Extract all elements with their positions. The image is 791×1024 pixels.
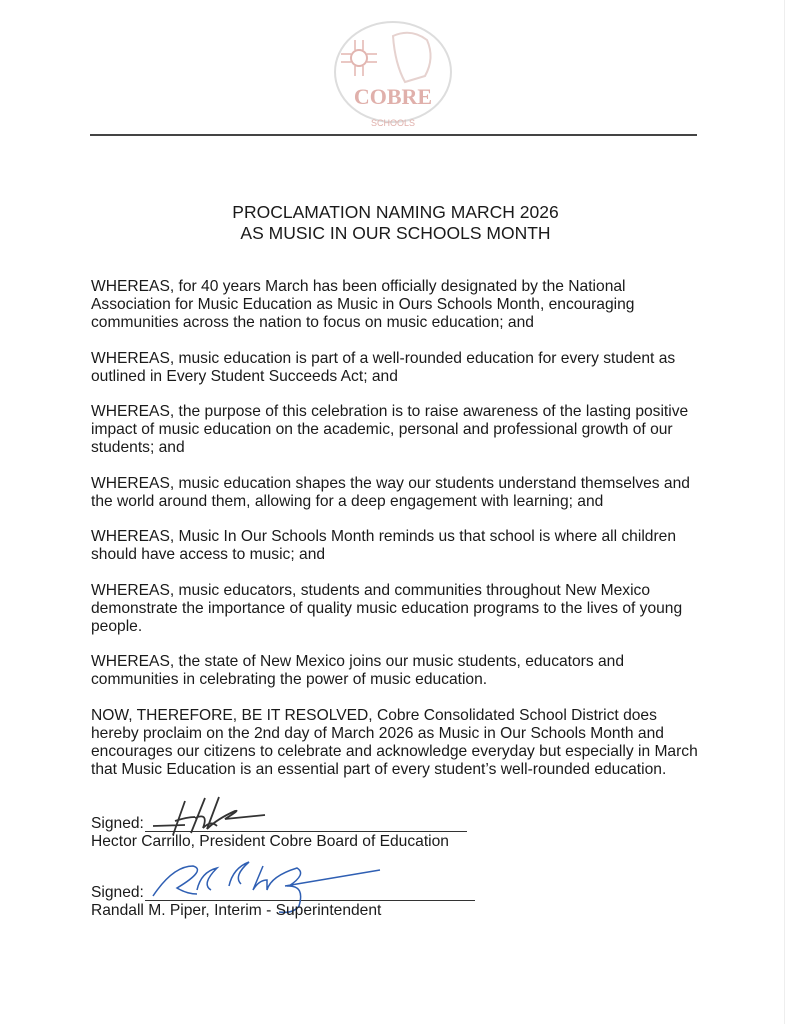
paragraph-line: communities across the nation to focus on music education; and [91, 314, 534, 331]
paragraph-line: WHEREAS, the purpose of this celebration is to raise awareness of the lasting positive [91, 403, 689, 420]
paragraph-line: hereby proclaim on the 2nd day of March 2026 as Music in Our Schools Month and [91, 724, 664, 742]
logo-subtext: SCHOOLS [370, 118, 416, 128]
paragraph-line: should have access to music; and [91, 546, 326, 563]
signer-name: Randall M. Piper, Interim - Superintendent [91, 902, 382, 919]
paragraph-line: WHEREAS, the state of New Mexico joins our music students, educators and [91, 653, 625, 670]
title-line-2: AS MUSIC IN OUR SCHOOLS MONTH [240, 223, 551, 243]
paragraph-line: Association for Music Education as Music in Ours Schools Month, encouraging [91, 296, 635, 313]
signed-label: Signed: [91, 815, 144, 832]
title-line-1: PROCLAMATION NAMING MARCH 2026 [232, 202, 559, 222]
paragraph-line: communities in celebrating the power of music education. [91, 671, 488, 688]
signer-name: Hector Carrillo, President Cobre Board of Education [91, 833, 449, 850]
signature-hector [145, 793, 275, 838]
signature-block-2 [91, 884, 381, 920]
paragraph-line: people. [91, 617, 143, 635]
paragraph-line: demonstrate the importance of quality music education programs to the lives of young [91, 599, 683, 617]
whereas-paragraph [91, 403, 731, 457]
logo-text: COBRE [353, 84, 433, 109]
paragraph-line: WHEREAS, for 40 years March has been officially designated by the National [91, 278, 626, 295]
header-rule [90, 134, 697, 136]
paragraph-line: WHEREAS, music education shapes the way our students understand themselves and [91, 474, 690, 492]
whereas-paragraph [91, 582, 731, 636]
page-title [0, 202, 791, 244]
paragraph-line: WHEREAS, music educators, students and communities throughout New Mexico [91, 581, 651, 599]
whereas-paragraph [91, 653, 731, 689]
paragraph-line: impact of music education on the academic, personal and professional growth of our [91, 421, 673, 438]
whereas-paragraph [91, 350, 731, 386]
paragraph-line: encourages our citizens to celebrate and acknowledge everyday but especially in March [91, 742, 698, 760]
paragraph-line: WHEREAS, Music In Our Schools Month reminds us that school is where all children [91, 528, 676, 545]
proclamation-body [91, 278, 731, 796]
cobre-schools-logo [331, 20, 455, 132]
signed-label: Signed: [91, 884, 144, 901]
whereas-paragraph [91, 475, 731, 511]
paragraph-line: the world around them, allowing for a deep engagement with learning; and [91, 492, 604, 510]
whereas-paragraph [91, 528, 731, 564]
signature-block-1 [91, 815, 449, 851]
paragraph-line: students; and [91, 439, 185, 456]
paragraph-line: NOW, THEREFORE, BE IT RESOLVED, Cobre Consolidated School District does [91, 706, 657, 724]
whereas-paragraph [91, 707, 731, 779]
page-edge [784, 0, 785, 1024]
paragraph-line: WHEREAS, music education is part of a well-rounded education for every student as [91, 349, 676, 367]
whereas-paragraph [91, 278, 731, 332]
paragraph-line: outlined in Every Student Succeeds Act; and [91, 367, 398, 385]
paragraph-line: that Music Education is an essential part of every student’s well-rounded education. [91, 760, 667, 778]
